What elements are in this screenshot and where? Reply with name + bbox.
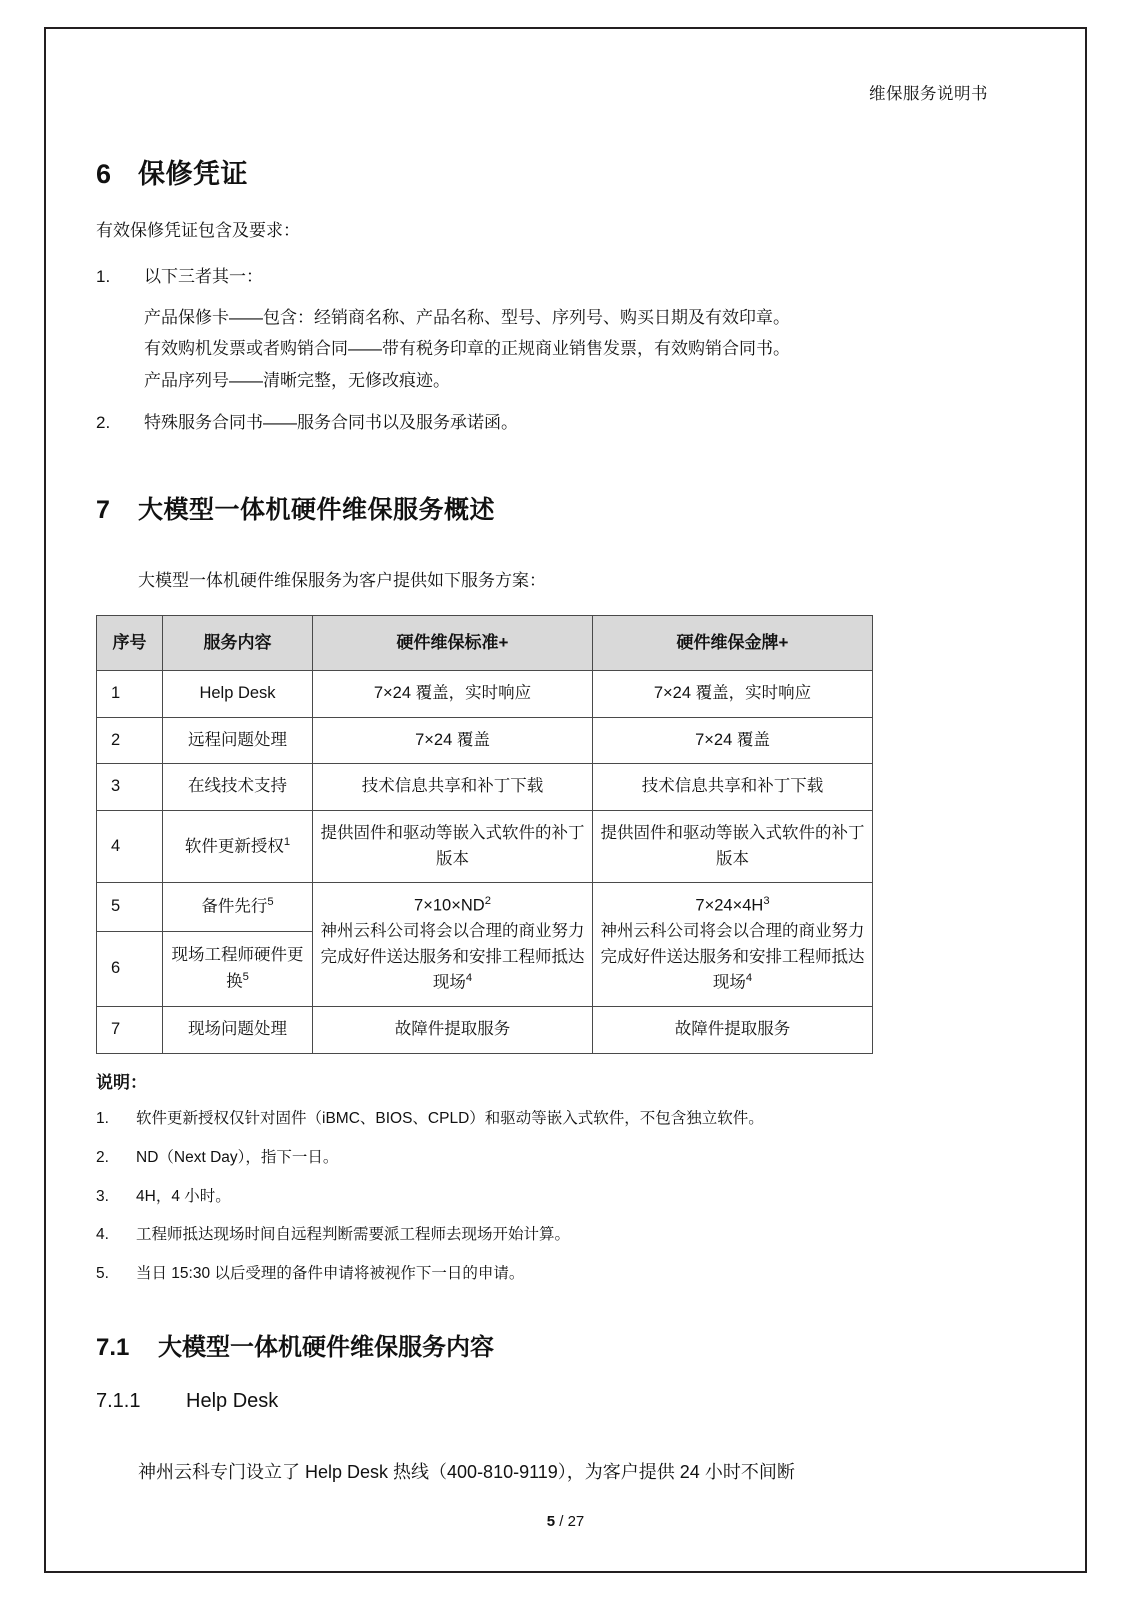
merged-body xyxy=(599,919,866,996)
cell-standard: 7×24 覆盖，实时响应 xyxy=(313,671,593,718)
note-marker: 2. xyxy=(96,1148,109,1166)
cell-index: 6 xyxy=(97,932,163,1007)
footnote-ref: 5 xyxy=(267,896,274,909)
note-item xyxy=(96,1146,1036,1171)
service-plan-table xyxy=(96,615,873,1054)
cell-gold-merged xyxy=(593,883,873,1007)
page-number-separator: / xyxy=(559,1513,564,1530)
merged-sla: 7×10×ND xyxy=(414,896,485,915)
table-header-row xyxy=(97,616,873,671)
cell-service: 远程问题处理 xyxy=(163,717,313,764)
cell-service xyxy=(163,811,313,883)
note-text: 工程师抵达现场时间自远程判断需要派工程师去现场开始计算。 xyxy=(136,1226,571,1244)
merged-line-1 xyxy=(319,893,586,919)
section-7-1-title: 大模型一体机硬件维保服务内容 xyxy=(158,1333,494,1361)
cell-standard: 故障件提取服务 xyxy=(313,1007,593,1054)
footnote-ref: 1 xyxy=(283,835,291,848)
cell-service: 在线技术支持 xyxy=(163,764,313,811)
cell-standard: 技术信息共享和补丁下载 xyxy=(313,764,593,811)
cell-standard: 提供固件和驱动等嵌入式软件的补丁版本 xyxy=(313,811,593,883)
subline: 产品保修卡——包含：经销商名称、产品名称、型号、序列号、购买日期及有效印章。 xyxy=(144,307,790,327)
cell-gold: 提供固件和驱动等嵌入式软件的补丁版本 xyxy=(593,811,873,883)
section-7-title: 大模型一体机硬件维保服务概述 xyxy=(138,496,496,524)
cell-service-label: 备件先行 xyxy=(201,897,268,916)
notes-title: 说明： xyxy=(96,1072,147,1092)
section-6-number: 6 xyxy=(96,159,112,189)
list-text: 特殊服务合同书——服务合同书以及服务承诺函。 xyxy=(144,413,518,433)
note-text: 4H，4 小时。 xyxy=(136,1187,231,1205)
note-item xyxy=(96,1262,1036,1287)
page-number-total: 27 xyxy=(567,1513,585,1530)
cell-gold: 故障件提取服务 xyxy=(593,1007,873,1054)
section-7-1-1-number: 7.1.1 xyxy=(96,1389,141,1412)
footnote-ref: 2 xyxy=(484,895,491,908)
cell-service: 现场问题处理 xyxy=(163,1007,313,1054)
note-marker: 4. xyxy=(96,1226,109,1244)
section-6-title: 保修凭证 xyxy=(138,159,248,189)
cell-index: 7 xyxy=(97,1007,163,1054)
table-row xyxy=(97,764,873,811)
cell-index: 3 xyxy=(97,764,163,811)
note-item xyxy=(96,1223,1036,1248)
cell-gold: 7×24 覆盖，实时响应 xyxy=(593,671,873,718)
cell-service: Help Desk xyxy=(163,671,313,718)
cell-index: 4 xyxy=(97,811,163,883)
cell-gold: 7×24 覆盖 xyxy=(593,717,873,764)
page-number-current: 5 xyxy=(546,1513,556,1530)
table-row xyxy=(97,1007,873,1054)
list-item xyxy=(96,408,1036,438)
list-marker: 2. xyxy=(96,413,111,433)
note-text: ND（Next Day），指下一日。 xyxy=(136,1148,339,1166)
section-6-list xyxy=(96,262,1036,438)
merged-sla: 7×24×4H xyxy=(695,896,764,915)
cell-service-label: 现场工程师硬件更换 xyxy=(171,946,304,991)
cell-service-label: 软件更新授权 xyxy=(184,837,284,856)
cell-standard: 7×24 覆盖 xyxy=(313,717,593,764)
cell-service xyxy=(163,932,313,1007)
col-header-index: 序号 xyxy=(97,616,163,671)
cell-gold: 技术信息共享和补丁下载 xyxy=(593,764,873,811)
note-text: 软件更新授权仅针对固件（iBMC、BIOS、CPLD）和驱动等嵌入式软件，不包含独立软件。 xyxy=(136,1109,764,1127)
cell-index: 5 xyxy=(97,883,163,932)
cell-index: 2 xyxy=(97,717,163,764)
subline: 产品序列号——清晰完整，无修改痕迹。 xyxy=(144,370,450,390)
cell-standard-merged xyxy=(313,883,593,1007)
note-marker: 1. xyxy=(96,1109,109,1127)
merged-body-text: 神州云科公司将会以合理的商业努力完成好件送达服务和安排工程师抵达现场 xyxy=(320,922,585,992)
section-6-intro: 有效保修凭证包含及要求： xyxy=(96,221,300,240)
section-7-1-1-title: Help Desk xyxy=(186,1389,279,1412)
heading-section-7-1-1 xyxy=(96,1390,1036,1413)
page-header: 维保服务说明书 xyxy=(869,85,988,103)
page-footer xyxy=(0,1513,1131,1530)
section-6-sublines xyxy=(144,302,1036,396)
merged-body-text: 神州云科公司将会以合理的商业努力完成好件送达服务和安排工程师抵达现场 xyxy=(600,922,865,992)
col-header-standard: 硬件维保标准+ xyxy=(313,616,593,671)
footnote-ref: 5 xyxy=(242,970,249,983)
cell-index: 1 xyxy=(97,671,163,718)
note-marker: 5. xyxy=(96,1265,109,1283)
col-header-gold: 硬件维保金牌+ xyxy=(593,616,873,671)
footnote-ref: 4 xyxy=(745,972,753,985)
list-text: 以下三者其一： xyxy=(144,267,263,287)
table-row xyxy=(97,883,873,932)
footnote-ref: 3 xyxy=(763,895,770,908)
table-row xyxy=(97,671,873,718)
note-item xyxy=(96,1107,1036,1132)
list-marker: 1. xyxy=(96,267,111,287)
col-header-service: 服务内容 xyxy=(163,616,313,671)
merged-body xyxy=(319,919,586,996)
note-item xyxy=(96,1185,1036,1210)
merged-line-1 xyxy=(599,893,866,919)
section-7-number: 7 xyxy=(96,496,111,524)
note-text: 当日 15:30 以后受理的备件申请将被视作下一日的申请。 xyxy=(136,1265,525,1283)
section-7-1-number: 7.1 xyxy=(96,1333,130,1361)
list-item xyxy=(96,262,1036,292)
note-marker: 3. xyxy=(96,1187,109,1205)
page-content xyxy=(96,60,1036,1488)
table-row xyxy=(97,717,873,764)
notes-list xyxy=(96,1107,1036,1287)
heading-section-7 xyxy=(96,490,1036,526)
section-7-1-1-body: 神州云科专门设立了 Help Desk 热线（400-810-9119），为客户提供 24 小时不间断 xyxy=(138,1461,795,1482)
cell-service xyxy=(163,883,313,932)
heading-section-6 xyxy=(96,152,1036,191)
footnote-ref: 4 xyxy=(465,972,473,985)
table-lead-text: 大模型一体机硬件维保服务为客户提供如下服务方案： xyxy=(138,571,546,590)
subline: 有效购机发票或者购销合同——带有税务印章的正规商业销售发票，有效购销合同书。 xyxy=(144,339,790,359)
heading-section-7-1 xyxy=(96,1327,1036,1362)
table-row xyxy=(97,811,873,883)
